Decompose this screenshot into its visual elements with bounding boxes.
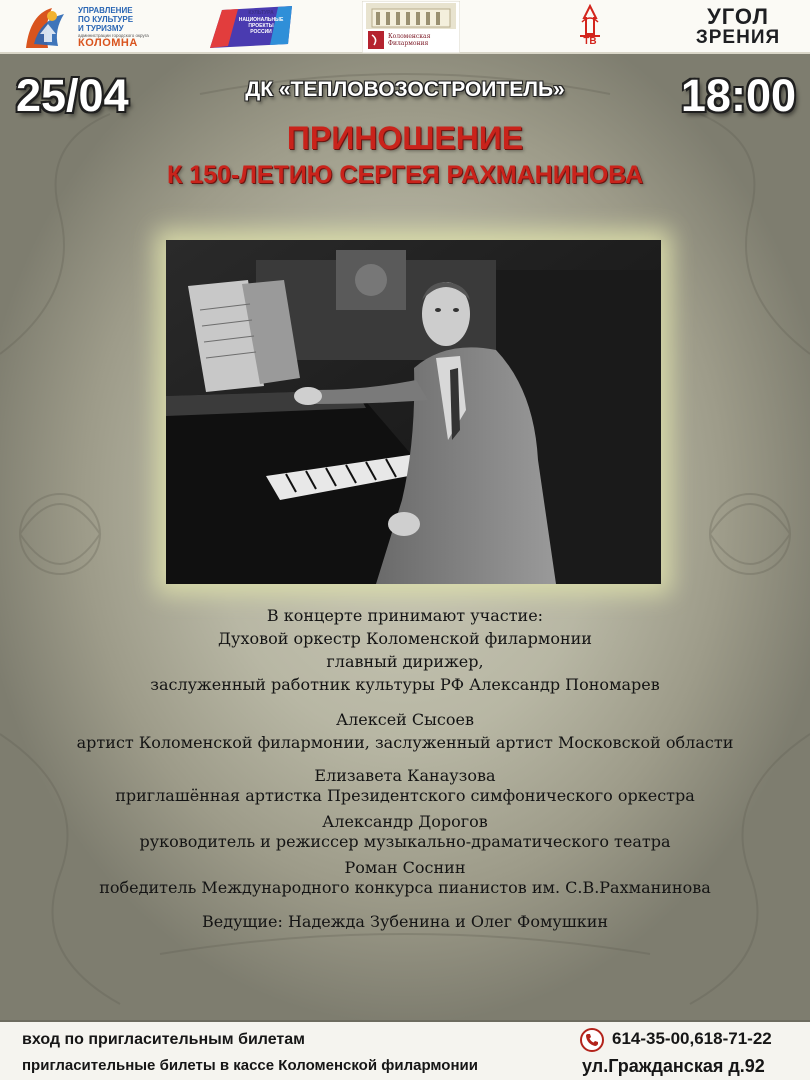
- national-projects-line1: НАЦИОНАЛЬНЫЕ: [238, 17, 284, 23]
- performer-description: приглашённая артистка Президентского симфонического оркестра: [115, 786, 695, 805]
- kolomna-logo-line2: ПО КУЛЬТУРЕ: [78, 15, 134, 24]
- kolomna-logo-line5: КОЛОМНА: [78, 37, 138, 49]
- ticket-office-info: пригласительные билеты в кассе Коломенской филармонии: [22, 1057, 478, 1074]
- credits-orchestra: Духовой оркестр Коломенской филармонии: [218, 629, 592, 648]
- ugol-zreniya-line2: ЗРЕНИЯ: [695, 27, 781, 48]
- philharmonic-logo: [362, 1, 460, 53]
- performer-name: Александр Дорогов: [322, 812, 488, 831]
- performer-description: победитель Международного конкурса пианистов им. С.В.Рахманинова: [99, 878, 711, 897]
- performers-list: [0, 604, 810, 933]
- kolomna-emblem-icon: [22, 4, 76, 54]
- national-projects-top-label: КУЛЬТУРА: [248, 10, 274, 16]
- event-venue: ДК «ТЕПЛОВОЗОСТРОИТЕЛЬ»: [245, 78, 565, 101]
- ticket-info-footer: [0, 1020, 810, 1080]
- partner-logos-bar: [0, 0, 810, 54]
- phone-numbers[interactable]: 614-35-00,618-71-22: [612, 1029, 772, 1048]
- national-projects-line2: ПРОЕКТЫ: [248, 23, 274, 29]
- performer-description: руководитель и режиссер музыкально-драматического театра: [139, 832, 671, 851]
- ktv-label: ТВ: [583, 36, 597, 47]
- performer-description: артист Коломенской филармонии, заслуженный артист Московской области: [76, 733, 734, 752]
- ugol-zreniya-line1: УГОЛ: [707, 4, 769, 29]
- entry-info: вход по пригласительным билетам: [22, 1031, 305, 1048]
- performer-name: Елизавета Канаузова: [314, 766, 496, 785]
- concert-poster: [0, 54, 810, 1020]
- credits-intro: В концерте принимают участие:: [266, 606, 544, 625]
- performer-name: Алексей Сысоев: [336, 710, 474, 729]
- national-projects-line3: РОССИИ: [250, 29, 272, 35]
- philharmonic-line2: Филармония: [388, 40, 429, 47]
- kolomna-culture-logo: [22, 4, 150, 50]
- event-date: 25/04: [16, 70, 129, 121]
- concert-subtitle: К 150-ЛЕТИЮ СЕРГЕЯ РАХМАНИНОВА: [166, 161, 644, 189]
- kolomna-logo-line3: И ТУРИЗМУ: [78, 24, 124, 33]
- pianist-at-grand-piano-photo: [166, 240, 661, 584]
- venue-address: ул.Гражданская д.92: [582, 1056, 765, 1076]
- hosts: Ведущие: Надежда Зубенина и Олег Фомушкин: [201, 912, 609, 931]
- event-time: 18:00: [680, 70, 796, 121]
- kolomna-logo-line1: УПРАВЛЕНИЕ: [78, 6, 133, 15]
- ugol-zreniya-logo: [680, 4, 796, 50]
- performer-name: Роман Соснин: [344, 858, 466, 877]
- kolomna-logo-line4: администрации городского округа: [78, 33, 149, 38]
- national-projects-logo: [208, 4, 294, 50]
- phone-icon: [580, 1028, 604, 1052]
- philharmonic-line1: Коломенская: [388, 33, 431, 40]
- credits-conductor: заслуженный работник культуры РФ Александр Пономарев: [150, 675, 660, 694]
- credits-conductor-role: главный дирижер,: [326, 652, 484, 671]
- ktv-logo: [568, 4, 612, 50]
- concert-title: ПРИНОШЕНИЕ: [286, 120, 524, 156]
